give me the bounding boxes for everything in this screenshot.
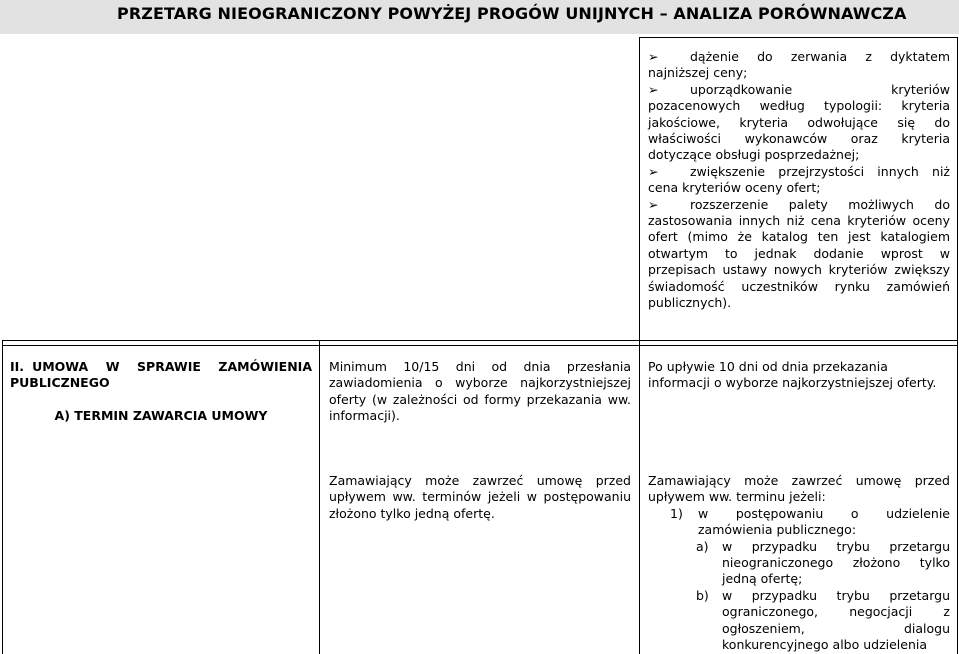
table-border-top	[639, 37, 958, 38]
arrow-bullet-icon: ➢	[648, 49, 659, 64]
table-border-left	[2, 340, 3, 654]
row2-right-intro: Zamawiający może zawrzeć umowę przed upływem ww. terminu jeżeli:	[648, 473, 950, 505]
bullet-text: rozszerzenie palety możliwych do zastosowania innych niż cena kryteriów oceny ofert (mimo że katalog ten jest katalogiem otwartym to jednak dodanie wprost w przepisach ustawy nowych kryteriów zwiększy świadomość uczestników rynku zamówień publicznych).	[648, 196, 950, 311]
arrow-bullet-icon: ➢	[648, 163, 659, 179]
row1-right-cell: Po upływie 10 dni od dnia przekazania informacji o wyborze najkorzystniejszej oferty.	[648, 359, 937, 391]
page-title: PRZETARG NIEOGRANICZONY POWYŻEJ PROGÓW UNIJNYCH – ANALIZA PORÓWNAWCZA	[117, 4, 907, 23]
sub-list-number: a)	[696, 538, 709, 554]
bullet-item	[648, 49, 950, 82]
bullet-item	[648, 197, 950, 312]
arrow-bullet-icon: ➢	[648, 196, 659, 212]
arrow-bullet-icon: ➢	[648, 81, 659, 97]
list-text: w postępowaniu o udzielenie zamówienia publicznego:	[698, 505, 950, 538]
bullet-text: zwiększenie przejrzystości innych niż cena kryteriów oceny ofert;	[648, 163, 950, 196]
sub-list-text: w przypadku trybu przetargu ograniczonego, negocjacji z ogłoszeniem, dialogu konkurencyjnego albo udzielenia	[722, 587, 950, 653]
section-number: II.	[10, 359, 25, 374]
section-heading-cell	[10, 359, 312, 424]
sub-list-text: w przypadku trybu przetargu nieograniczonego złożono tylko jedną ofertę;	[722, 538, 950, 587]
row2-middle-cell: Zamawiający może zawrzeć umowę przed upływem ww. terminów jeżeli w postępowaniu złożono tylko jedną ofertę.	[329, 473, 631, 521]
sub-list-number: b)	[696, 587, 709, 603]
table-border-col1	[319, 340, 320, 654]
bullet-item	[648, 82, 950, 164]
bullet-text: dążenie do zerwania z dyktatem najniższej ceny;	[648, 49, 950, 81]
sub-list-item	[648, 539, 950, 588]
section-heading	[10, 359, 312, 392]
section-separator-inner	[2, 345, 958, 346]
section-title: UMOWA W SPRAWIE ZAMÓWIENIA PUBLICZNEGO	[10, 359, 312, 391]
row2-right-cell	[648, 473, 950, 653]
list-item	[648, 506, 950, 539]
row1-middle-cell: Minimum 10/15 dni od dnia przesłania zawiadomienia o wyborze najkorzystniejszej oferty (w zależności od formy przekazania ww. informacji).	[329, 359, 631, 424]
sub-list-item	[648, 588, 950, 654]
section-separator	[2, 340, 958, 341]
list-number: 1)	[670, 505, 683, 521]
section-subtitle: A) TERMIN ZAWARCIA UMOWY	[54, 407, 268, 423]
top-right-cell	[648, 49, 950, 312]
bullet-text: uporządkowanie kryteriów pozacenowych według typologii: kryteria jakościowe, kryteria odwołujące się do właściwości wykonawców oraz kryteria dotyczące obsługi posprzedażnej;	[648, 81, 950, 163]
bullet-item	[648, 164, 950, 197]
